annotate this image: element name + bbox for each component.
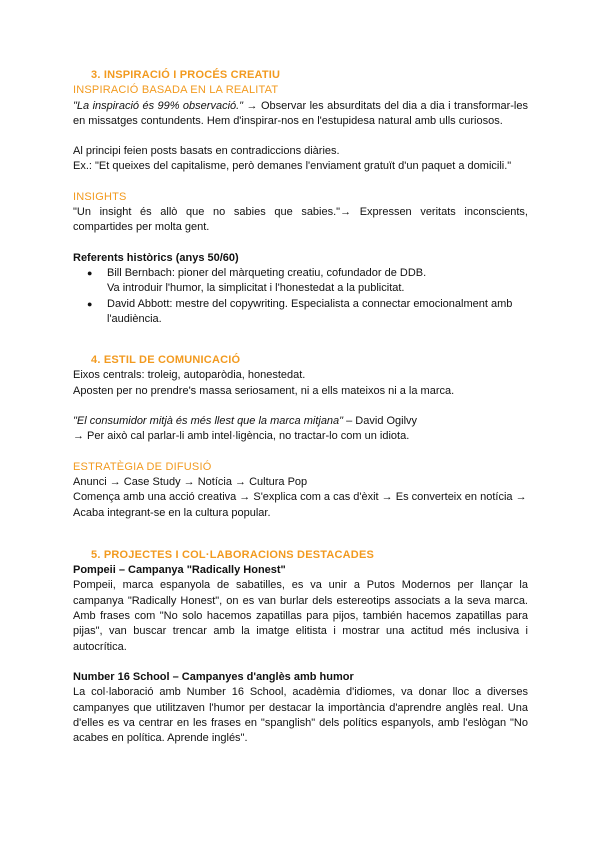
paragraph-flow: Anunci → Case Study → Notícia → Cultura Pop xyxy=(73,475,308,488)
quote-author: – David Ogilvy xyxy=(343,415,418,428)
paragraph-intelligence: → Per això cal parlar-li amb intel·ligència, no tractar-lo com un idiota. xyxy=(73,430,410,443)
paragraph-insight: "Un insight és allò que no sabies que sabies."→ Expressen veritats inconscients, compartides per molta gent. xyxy=(73,206,528,234)
subheading-inspiration: INSPIRACIÓ BASADA EN LA REALITAT xyxy=(73,84,279,97)
paragraph-contradictions: Al principi feien posts basats en contradiccions diàries. xyxy=(73,145,340,158)
paragraph-flow-detail: Comença amb una acció creativa → S'explica com a cas d'èxit → Es converteix en notícia → Acaba integrant-se en la cultura popular. xyxy=(73,491,527,519)
document-page xyxy=(73,68,528,746)
quote-ogilvy: "El consumidor mitjà és més llest que la marca mitjana" xyxy=(73,415,344,428)
paragraph-observation xyxy=(73,99,528,130)
project-number16-text: La col·laboració amb Number 16 School, acadèmia d'idiomes, va donar lloc a diverses campanyes que utilitzaven l'humor per destacar la importància d'aprendre anglès real. Una d'elles es va centrar en les frases en "spanglish" dels polítics espanyols, amb l'eslògan "No acabes en política. Aprende inglés". xyxy=(73,686,528,745)
section-4-heading: 4. ESTIL DE COMUNICACIÓ xyxy=(91,354,241,367)
paragraph-example: Ex.: "Et queixes del capitalisme, però demanes l'enviament gratuït d'un paquet a domicili." xyxy=(73,160,512,173)
section-5-heading: 5. PROJECTES I COL·LABORACIONS DESTACADES xyxy=(91,548,375,561)
list-item: ● David Abbott: mestre del copywriting. Especialista a connectar emocionalment amb l'audiència. xyxy=(107,297,528,328)
subheading-strategy: ESTRATÈGIA DE DIFUSIÓ xyxy=(73,460,212,473)
project-pompeii-text: Pompeii, marca espanyola de sabatilles, es va unir a Putos Modernos per llançar la campanya "Radically Honest", on es van burlar dels estereotips associats a la seva marca. Amb frases com "No solo hacemos zapatillas para pijos, también hacemos zapatillas para pijas", van buscar trencar amb la imatge elitista i mostrar una actitud més inclusiva i autocrítica. xyxy=(73,579,528,653)
observation-text: → Observar les absurditats del dia a dia i transformar-les en missatges contundents. Hem d'inspirar-nos en l'estupidesa natural amb ulls curiosos. xyxy=(73,99,528,127)
paragraph-ogilvy xyxy=(73,414,528,429)
section-3-heading: 3. INSPIRACIÓ I PROCÉS CREATIU xyxy=(91,69,281,81)
list-item: ● Bill Bernbach: pioner del màrqueting creatiu, cofundador de DDB. Va introduir l'humor, la simplicitat i l'honestedat a la publicitat. xyxy=(107,266,528,297)
quote-inspiration: "La inspiració és 99% observació." xyxy=(73,99,244,112)
references-list xyxy=(73,266,528,327)
subheading-insights: INSIGHTS xyxy=(73,190,127,203)
project-number16-title: Number 16 School – Campanyes d'anglès amb humor xyxy=(73,670,354,683)
project-pompeii-title: Pompeii – Campanya "Radically Honest" xyxy=(73,564,286,577)
paragraph-axes: Eixos centrals: troleig, autoparòdia, honestedat. xyxy=(73,369,306,382)
references-heading: Referents històrics (anys 50/60) xyxy=(73,251,239,264)
paragraph-serious: Aposten per no prendre's massa seriosament, ni a ells mateixos ni a la marca. xyxy=(73,384,455,397)
